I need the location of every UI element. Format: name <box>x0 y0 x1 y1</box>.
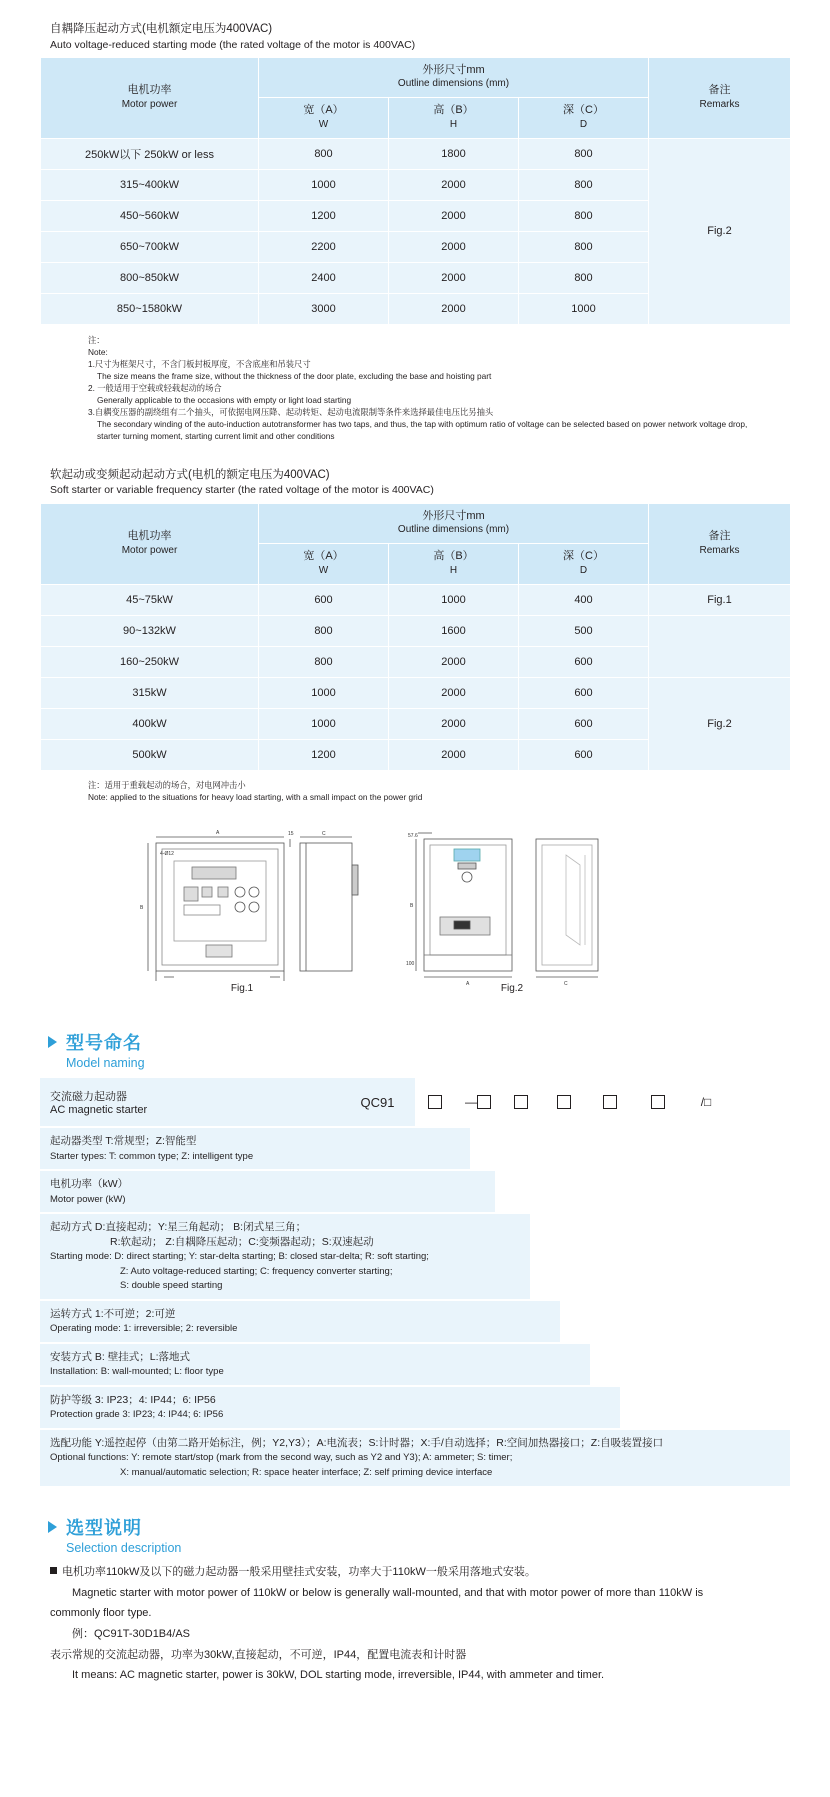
section1-caption-en: Auto voltage-reduced starting mode (the rated voltage of the motor is 400VAC) <box>50 38 416 51</box>
cell-height: 1600 <box>389 615 519 646</box>
row-en: Installation: B: wall-mounted; L: floor type <box>50 1366 224 1378</box>
th-motor-power: 电机功率 Motor power <box>41 57 259 138</box>
fig2-label: Fig.2 <box>500 983 524 995</box>
cell-depth: 600 <box>519 677 649 708</box>
cell-height: 2000 <box>389 262 519 293</box>
cell-power: 250kW以下 250kW or less <box>41 138 259 169</box>
row-en2: X: manual/automatic selection; R: space heater interface; Z: self priming device interface <box>120 1467 493 1479</box>
section1-notes <box>88 334 790 442</box>
cell-height: 2000 <box>389 169 519 200</box>
cell-height: 2000 <box>389 677 519 708</box>
cell-remark: Fig.2 <box>649 138 791 324</box>
cell-width: 1000 <box>259 169 389 200</box>
th-width: 宽（A） W <box>259 98 389 139</box>
cell-remark: Fig.2 <box>649 677 791 770</box>
auto-voltage-table <box>40 57 791 325</box>
cell-width: 800 <box>259 138 389 169</box>
code-box-1[interactable] <box>428 1095 442 1109</box>
th-remarks: 备注 Remarks <box>649 503 791 584</box>
naming-code-row <box>40 1078 790 1128</box>
cell-width: 1200 <box>259 200 389 231</box>
cell-power: 160~250kW <box>41 646 259 677</box>
cell-height: 1000 <box>389 584 519 615</box>
heading-en: Selection description <box>66 1540 182 1555</box>
table-header-row <box>41 503 791 544</box>
svg-text:C: C <box>322 831 326 838</box>
svg-text:57.6: 57.6 <box>408 833 418 840</box>
code-box-3[interactable] <box>514 1095 528 1109</box>
table-row <box>41 615 791 646</box>
model-naming-heading <box>48 1029 790 1070</box>
row-cn2: R:软起动； Z:自耦降压起动；C:变频器起动；S:双速起动 <box>110 1235 374 1248</box>
svg-text:C: C <box>564 981 568 988</box>
cell-width: 600 <box>259 584 389 615</box>
naming-row-operating-mode <box>40 1301 790 1344</box>
cell-power: 400kW <box>41 708 259 739</box>
cell-height: 1800 <box>389 138 519 169</box>
table-header-row <box>41 57 791 98</box>
cell-width: 3000 <box>259 293 389 324</box>
code-dash: — <box>465 1095 477 1110</box>
cell-depth: 600 <box>519 708 649 739</box>
note-cn: 注：适用于重载起动的场合，对电网冲击小 <box>88 779 246 790</box>
cell-power: 315~400kW <box>41 169 259 200</box>
th-remarks: 备注 Remarks <box>649 57 791 138</box>
cell-width: 1000 <box>259 677 389 708</box>
section1-caption <box>50 22 790 52</box>
fig1-label: Fig.1 <box>230 983 254 995</box>
svg-text:A: A <box>216 830 220 837</box>
cell-remark: Fig.1 <box>649 584 791 615</box>
naming-row-optional-functions <box>40 1430 790 1488</box>
fig2-drawing <box>380 825 670 995</box>
square-bullet-icon <box>50 1567 57 1574</box>
model-naming-block <box>40 1078 790 1488</box>
row-cn: 运转方式 1:不可逆；2:可逆 <box>50 1308 176 1321</box>
code-box-4[interactable] <box>557 1095 571 1109</box>
svg-text:100: 100 <box>406 961 415 968</box>
cell-width: 800 <box>259 615 389 646</box>
cell-width: 2400 <box>259 262 389 293</box>
row-en: Motor power (kW) <box>50 1193 126 1205</box>
svg-text:B: B <box>140 905 144 912</box>
svg-text:15: 15 <box>288 831 294 838</box>
th-height: 高（B） H <box>389 544 519 585</box>
code-boxes <box>415 1078 790 1126</box>
row-en3: S: double speed starting <box>120 1280 223 1292</box>
naming-row-protection-grade <box>40 1387 790 1430</box>
section2-caption-en: Soft starter or variable frequency starter (the rated voltage of the motor is 400VAC) <box>50 484 434 497</box>
row-cn: 起动器类型 T:常规型；Z:智能型 <box>50 1135 197 1148</box>
cell-power: 90~132kW <box>41 615 259 646</box>
model-code: QC91 <box>340 1078 415 1126</box>
cell-power: 800~850kW <box>41 262 259 293</box>
sel-p2-en: It means: AC magnetic starter, power is 30kW, DOL starting mode, irreversible, IP44, with ammeter and timer. <box>72 1669 605 1682</box>
cell-depth: 800 <box>519 169 649 200</box>
dimension-drawings <box>40 825 790 1015</box>
sel-p1-en2: commonly floor type. <box>50 1607 152 1620</box>
note-2-en: Generally applicable to the occasions with empty or light load starting <box>97 394 352 405</box>
code-suffix: /□ <box>700 1095 712 1110</box>
row-en: Starting mode: D: direct starting; Y: star-delta starting; B: closed star-delta; R: soft starting; <box>50 1250 429 1262</box>
section1-caption-cn: 自耦降压起动方式(电机额定电压为400VAC) <box>50 23 273 35</box>
heading-cn: 选型说明 <box>66 1517 142 1538</box>
cell-power: 850~1580kW <box>41 293 259 324</box>
th-outline-dims: 外形尺寸mm Outline dimensions (mm) <box>259 503 649 544</box>
row-en2: Z: Auto voltage-reduced starting; C: frequency converter starting; <box>120 1265 393 1277</box>
note-3-cn: 3.自耦变压器的副绕组有二个抽头，可依据电网压降、起动转矩、起动电流限制等条件来选择最佳电压比另抽头 <box>88 406 494 417</box>
code-box-5[interactable] <box>603 1095 617 1109</box>
triangle-bullet-icon <box>48 1521 57 1533</box>
code-box-2[interactable] <box>477 1095 491 1109</box>
cell-depth: 800 <box>519 262 649 293</box>
heading-en: Model naming <box>66 1056 145 1071</box>
cell-power: 650~700kW <box>41 231 259 262</box>
section2-caption <box>50 468 790 498</box>
svg-text:4-Ø12: 4-Ø12 <box>160 851 174 858</box>
section2-caption-cn: 软起动或变频起动起动方式(电机的额定电压为400VAC) <box>50 468 330 481</box>
row-cn: 电机功率（kW） <box>50 1178 129 1191</box>
cell-depth: 500 <box>519 615 649 646</box>
cell-width: 2200 <box>259 231 389 262</box>
row-en: Protection grade 3: IP23; 4: IP44; 6: IP56 <box>50 1409 224 1421</box>
th-depth: 深（C） D <box>519 98 649 139</box>
row-en: Optional functions: Y: remote start/stop (mark from the second way, such as Y2 and Y3); A: ammeter; S: timer; <box>50 1452 513 1464</box>
row-en: Starter types: T: common type; Z: intelligent type <box>50 1150 254 1162</box>
table-row <box>41 138 791 169</box>
cell-height: 2000 <box>389 231 519 262</box>
note-title-en: Note: <box>88 346 108 357</box>
cell-depth: 600 <box>519 646 649 677</box>
note-2-cn: 2. 一般适用于空载或轻载起动的场合 <box>88 382 222 393</box>
table-row <box>41 584 791 615</box>
naming-row-starter-type <box>40 1128 790 1171</box>
cell-remark-blank <box>649 615 791 677</box>
sel-p1-en: Magnetic starter with motor power of 110kW or below is generally wall-mounted, and that with motor power of more than 110kW is <box>72 1586 704 1599</box>
naming-row-starting-mode <box>40 1214 790 1301</box>
note-3-en: The secondary winding of the auto-induction autotransformer has two taps, and thus, the tap with optimum ratio of voltage can be selected based on power network voltage drop, <box>97 418 748 429</box>
naming-row-motor-power <box>40 1171 790 1214</box>
cell-height: 2000 <box>389 708 519 739</box>
note-title-cn: 注： <box>88 334 105 345</box>
soft-starter-table <box>40 503 791 771</box>
row-cn: 防护等级 3: IP23；4: IP44；6: IP56 <box>50 1394 216 1407</box>
th-outline-dims: 外形尺寸mm Outline dimensions (mm) <box>259 57 649 98</box>
svg-text:B: B <box>410 903 414 910</box>
sel-p1-cn: 电机功率110kW及以下的磁力起动器一般采用壁挂式安装，功率大于110kW一般采用落地式安装。 <box>50 1563 790 1582</box>
heading-cn: 型号命名 <box>66 1033 142 1054</box>
cell-depth: 600 <box>519 739 649 770</box>
th-depth: 深（C） D <box>519 544 649 585</box>
row-cn: 安装方式 B: 壁挂式；L:落地式 <box>50 1351 191 1364</box>
cell-depth: 1000 <box>519 293 649 324</box>
cell-depth: 800 <box>519 200 649 231</box>
th-height: 高（B） H <box>389 98 519 139</box>
row-cn: 选配功能 Y:遥控起停（由第二路开始标注，例；Y2,Y3）；A:电流表；S:计时器；X:手/自动选择；R:空间加热器接口；Z:自吸装置接口 <box>50 1437 664 1450</box>
triangle-bullet-icon <box>48 1036 57 1048</box>
sel-p2-cn: 例：QC91T-30D1B4/AS <box>72 1627 190 1640</box>
section2-note <box>88 779 790 804</box>
cell-power: 450~560kW <box>41 200 259 231</box>
row-en: Operating mode: 1: irreversible; 2: reversible <box>50 1323 238 1335</box>
svg-text:A: A <box>466 981 470 988</box>
sel-p2-cn2: 表示常规的交流起动器，功率为30kW,直接起动，不可逆，IP44，配置电流表和计时器 <box>50 1648 467 1661</box>
cell-depth: 800 <box>519 138 649 169</box>
cell-power: 45~75kW <box>41 584 259 615</box>
naming-row-installation <box>40 1344 790 1387</box>
cell-power: 315kW <box>41 677 259 708</box>
cell-power: 500kW <box>41 739 259 770</box>
selection-heading <box>48 1514 790 1555</box>
cell-width: 800 <box>259 646 389 677</box>
th-width: 宽（A） W <box>259 544 389 585</box>
cell-height: 2000 <box>389 200 519 231</box>
selection-description <box>50 1563 790 1685</box>
cell-height: 2000 <box>389 739 519 770</box>
th-motor-power: 电机功率 Motor power <box>41 503 259 584</box>
note-1-cn: 1.尺寸为框架尺寸，不含门板封板厚度，不含底座和吊装尺寸 <box>88 358 311 369</box>
table-row <box>41 677 791 708</box>
cell-depth: 800 <box>519 231 649 262</box>
product-name: 交流磁力起动器 AC magnetic starter <box>40 1078 340 1126</box>
note-en: Note: applied to the situations for heavy load starting, with a small impact on the power grid <box>88 791 423 802</box>
note-3-en2: starter turning moment, starting current limit and other conditions <box>97 430 335 441</box>
cell-width: 1000 <box>259 708 389 739</box>
cell-height: 2000 <box>389 646 519 677</box>
cell-depth: 400 <box>519 584 649 615</box>
cell-height: 2000 <box>389 293 519 324</box>
code-box-6[interactable] <box>651 1095 665 1109</box>
row-cn: 起动方式 D:直接起动；Y:星三角起动； B:闭式星三角； <box>50 1221 307 1234</box>
cell-width: 1200 <box>259 739 389 770</box>
note-1-en: The size means the frame size, without the thickness of the door plate, excluding the base and hoisting part <box>97 370 492 381</box>
